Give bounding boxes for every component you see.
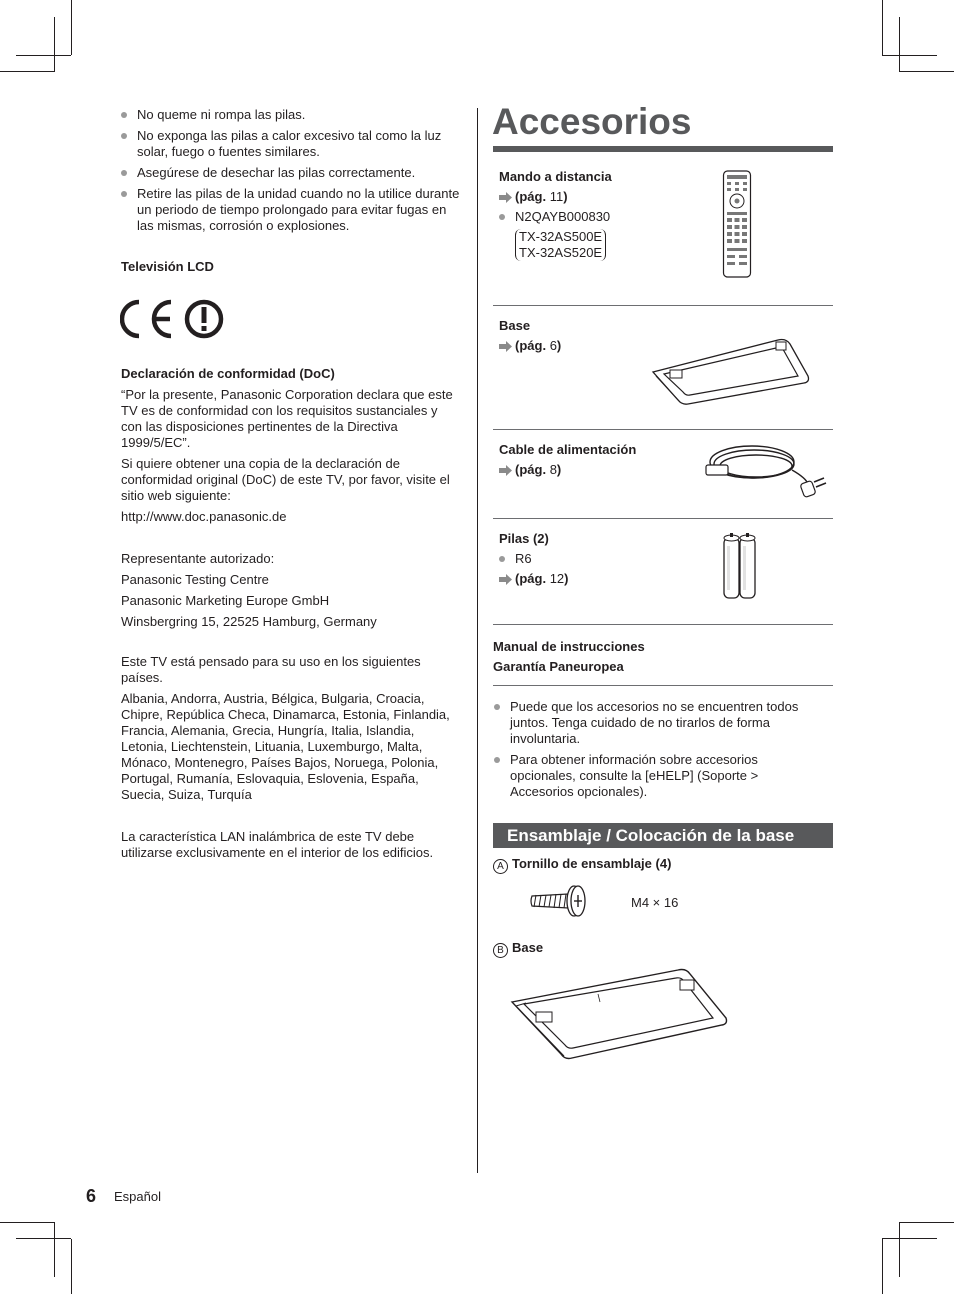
doc-paragraph: “Por la presente, Panasonic Corporation declara que este TV es de conformidad con los requisitos sustanciales y con las disposiciones pertinentes de la Directiva 1999/5/EC”.: [121, 387, 453, 450]
arrow-right-icon: [499, 341, 512, 352]
doc-section: [121, 366, 456, 530]
remote-ref: [499, 189, 699, 205]
remote-entry: [499, 169, 699, 261]
representative-line: Winsbergring 15, 22525 Hamburg, Germany: [121, 614, 377, 629]
ref-number: 12: [549, 571, 565, 586]
bullet-text: No exponga las pilas a calor excesivo tal como la luz solar, fuego o fuentes similares.: [137, 128, 442, 159]
remote-variants: [515, 229, 606, 261]
ref-close: ): [556, 462, 562, 477]
manual-entry: [493, 637, 645, 677]
alert-mark-icon: [184, 299, 224, 339]
footer-language: Español: [114, 1189, 161, 1204]
crop-mark: [71, 0, 72, 55]
title-underline: [493, 146, 833, 152]
base-ref: [499, 338, 649, 354]
base-label: Base: [499, 318, 531, 333]
doc-paragraph: Si quiere obtener una copia de la declaración de conformidad original (DoC) de este TV, por favor, visite el sitio web siguiente:: [121, 456, 450, 503]
crop-mark: [0, 71, 55, 72]
list-item: [494, 752, 824, 800]
model-number: N2QAYB000830: [515, 209, 611, 224]
base-entry: [499, 318, 649, 354]
batteries-ref: [499, 571, 649, 587]
crop-mark: [882, 1238, 937, 1239]
list-item: [121, 128, 461, 160]
cable-ref: [499, 462, 689, 478]
crop-mark: [899, 17, 900, 72]
doc-heading: Declaración de conformidad (DoC): [121, 366, 335, 381]
screw-size: M4 × 16: [631, 895, 679, 910]
note-text: Puede que los accesorios no se encuentren todos juntos. Tenga cuidado de no tirarlos de forma involuntaria.: [510, 699, 799, 746]
power-cable-image: [704, 440, 828, 498]
stand-assembly-image: [508, 966, 730, 1062]
bullet-text: No queme ni rompa las pilas.: [137, 107, 306, 122]
accessory-notes: [494, 699, 824, 805]
crop-mark: [882, 0, 883, 55]
divider: [493, 685, 833, 686]
cable-label: Cable de alimentación: [499, 442, 637, 457]
remote-label: Mando a distancia: [499, 169, 612, 184]
crop-mark: [882, 55, 937, 56]
screw-heading: [493, 856, 671, 874]
page-number: 6: [86, 1186, 97, 1206]
divider: [493, 429, 833, 430]
assembly-title: Ensamblaje / Colocación de la base: [507, 826, 795, 845]
variant-model: TX-32AS500E: [519, 229, 603, 244]
batteries-type: [499, 551, 649, 567]
crop-mark: [71, 1239, 72, 1294]
battery-type: R6: [515, 551, 532, 566]
variant-model: TX-32AS520E: [519, 245, 603, 260]
manual-line: Garantía Paneuropea: [493, 659, 624, 674]
countries-list: Albania, Andorra, Austria, Bélgica, Bulgaria, Croacia, Chipre, República Checa, Dinamarca, Estonia, Finlandia, Francia, Alemania, Grecia, Hungría, Italia, Islandia, Letonia, Liechtenstein, Lituania, Luxemburgo, Malta, Mónaco, Montenegro, Países Bajos, Noruega, Polonia, Portugal, Rumanía, Eslovaquia, Eslovenia, España, Suecia, Suiza, Turquía: [121, 691, 450, 802]
divider: [493, 518, 833, 519]
bullet-text: Asegúrese de desechar las pilas correctamente.: [137, 165, 416, 180]
bullet-text: Retire las pilas de la unidad cuando no la utilice durante un periodo de tiempo prolongado para evitar fugas en las mismas, corrosión o explosiones.: [137, 186, 460, 233]
crop-mark: [54, 1222, 55, 1277]
countries-intro: Este TV está pensado para su uso en los siguientes países.: [121, 654, 421, 685]
crop-mark: [0, 1222, 55, 1223]
representative-line: Representante autorizado:: [121, 551, 275, 566]
divider: [493, 624, 833, 625]
stand-heading: [493, 940, 543, 958]
tv-heading: Televisión LCD: [121, 259, 214, 274]
crop-mark: [899, 1222, 900, 1277]
representative: [121, 551, 456, 635]
batteries-image: [721, 532, 759, 600]
ref-close: ): [556, 338, 562, 353]
ref-number: 11: [549, 189, 564, 204]
crop-mark: [899, 1222, 954, 1223]
assembly-heading: [493, 823, 833, 848]
battery-warnings: [121, 107, 461, 234]
list-item: [121, 107, 461, 123]
ref-word: (pág.: [515, 571, 547, 586]
list-item: [121, 165, 461, 181]
ref-word: (pág.: [515, 462, 547, 477]
remote-control-image: [722, 170, 752, 278]
representative-line: Panasonic Marketing Europe GmbH: [121, 593, 330, 608]
screw-label: Tornillo de ensamblaje (4): [512, 856, 672, 871]
doc-url: http://www.doc.panasonic.de: [121, 509, 287, 524]
ref-word: (pág.: [515, 189, 547, 204]
batteries-label: Pilas (2): [499, 531, 549, 546]
ref-number: 6: [549, 338, 557, 353]
countries-section: [121, 654, 454, 808]
callout-letter: B: [493, 943, 508, 958]
crop-mark: [54, 17, 55, 72]
manual-line: Manual de instrucciones: [493, 639, 645, 654]
arrow-right-icon: [499, 465, 512, 476]
ref-word: (pág.: [515, 338, 547, 353]
ref-close: ): [564, 571, 569, 586]
arrow-right-icon: [499, 574, 512, 585]
crop-mark: [882, 1239, 883, 1294]
column-divider: [477, 108, 478, 1173]
left-column: [121, 107, 461, 239]
representative-line: Panasonic Testing Centre: [121, 572, 269, 587]
batteries-entry: [499, 531, 649, 587]
base-stand-image: [650, 336, 812, 406]
crop-mark: [16, 1238, 71, 1239]
arrow-right-icon: [499, 192, 512, 203]
ref-number: 8: [549, 462, 557, 477]
callout-letter: A: [493, 859, 508, 874]
list-item: [121, 186, 461, 234]
page-title: Accesorios: [492, 101, 692, 142]
remote-model: [499, 209, 699, 225]
note-text: Para obtener información sobre accesorios opcionales, consulte la [eHELP] (Soporte > Accesorios opcionales).: [510, 752, 759, 799]
cable-entry: [499, 442, 689, 478]
list-item: [494, 699, 824, 747]
crop-mark: [16, 55, 71, 56]
crop-mark: [899, 71, 954, 72]
lan-note: La característica LAN inalámbrica de este TV debe utilizarse exclusivamente en el interior de los edificios.: [121, 829, 434, 860]
stand-label: Base: [512, 940, 544, 955]
ce-mark-icon: [120, 299, 176, 339]
divider: [493, 305, 833, 306]
ref-close: ): [563, 189, 568, 204]
screw-image: [530, 884, 588, 918]
